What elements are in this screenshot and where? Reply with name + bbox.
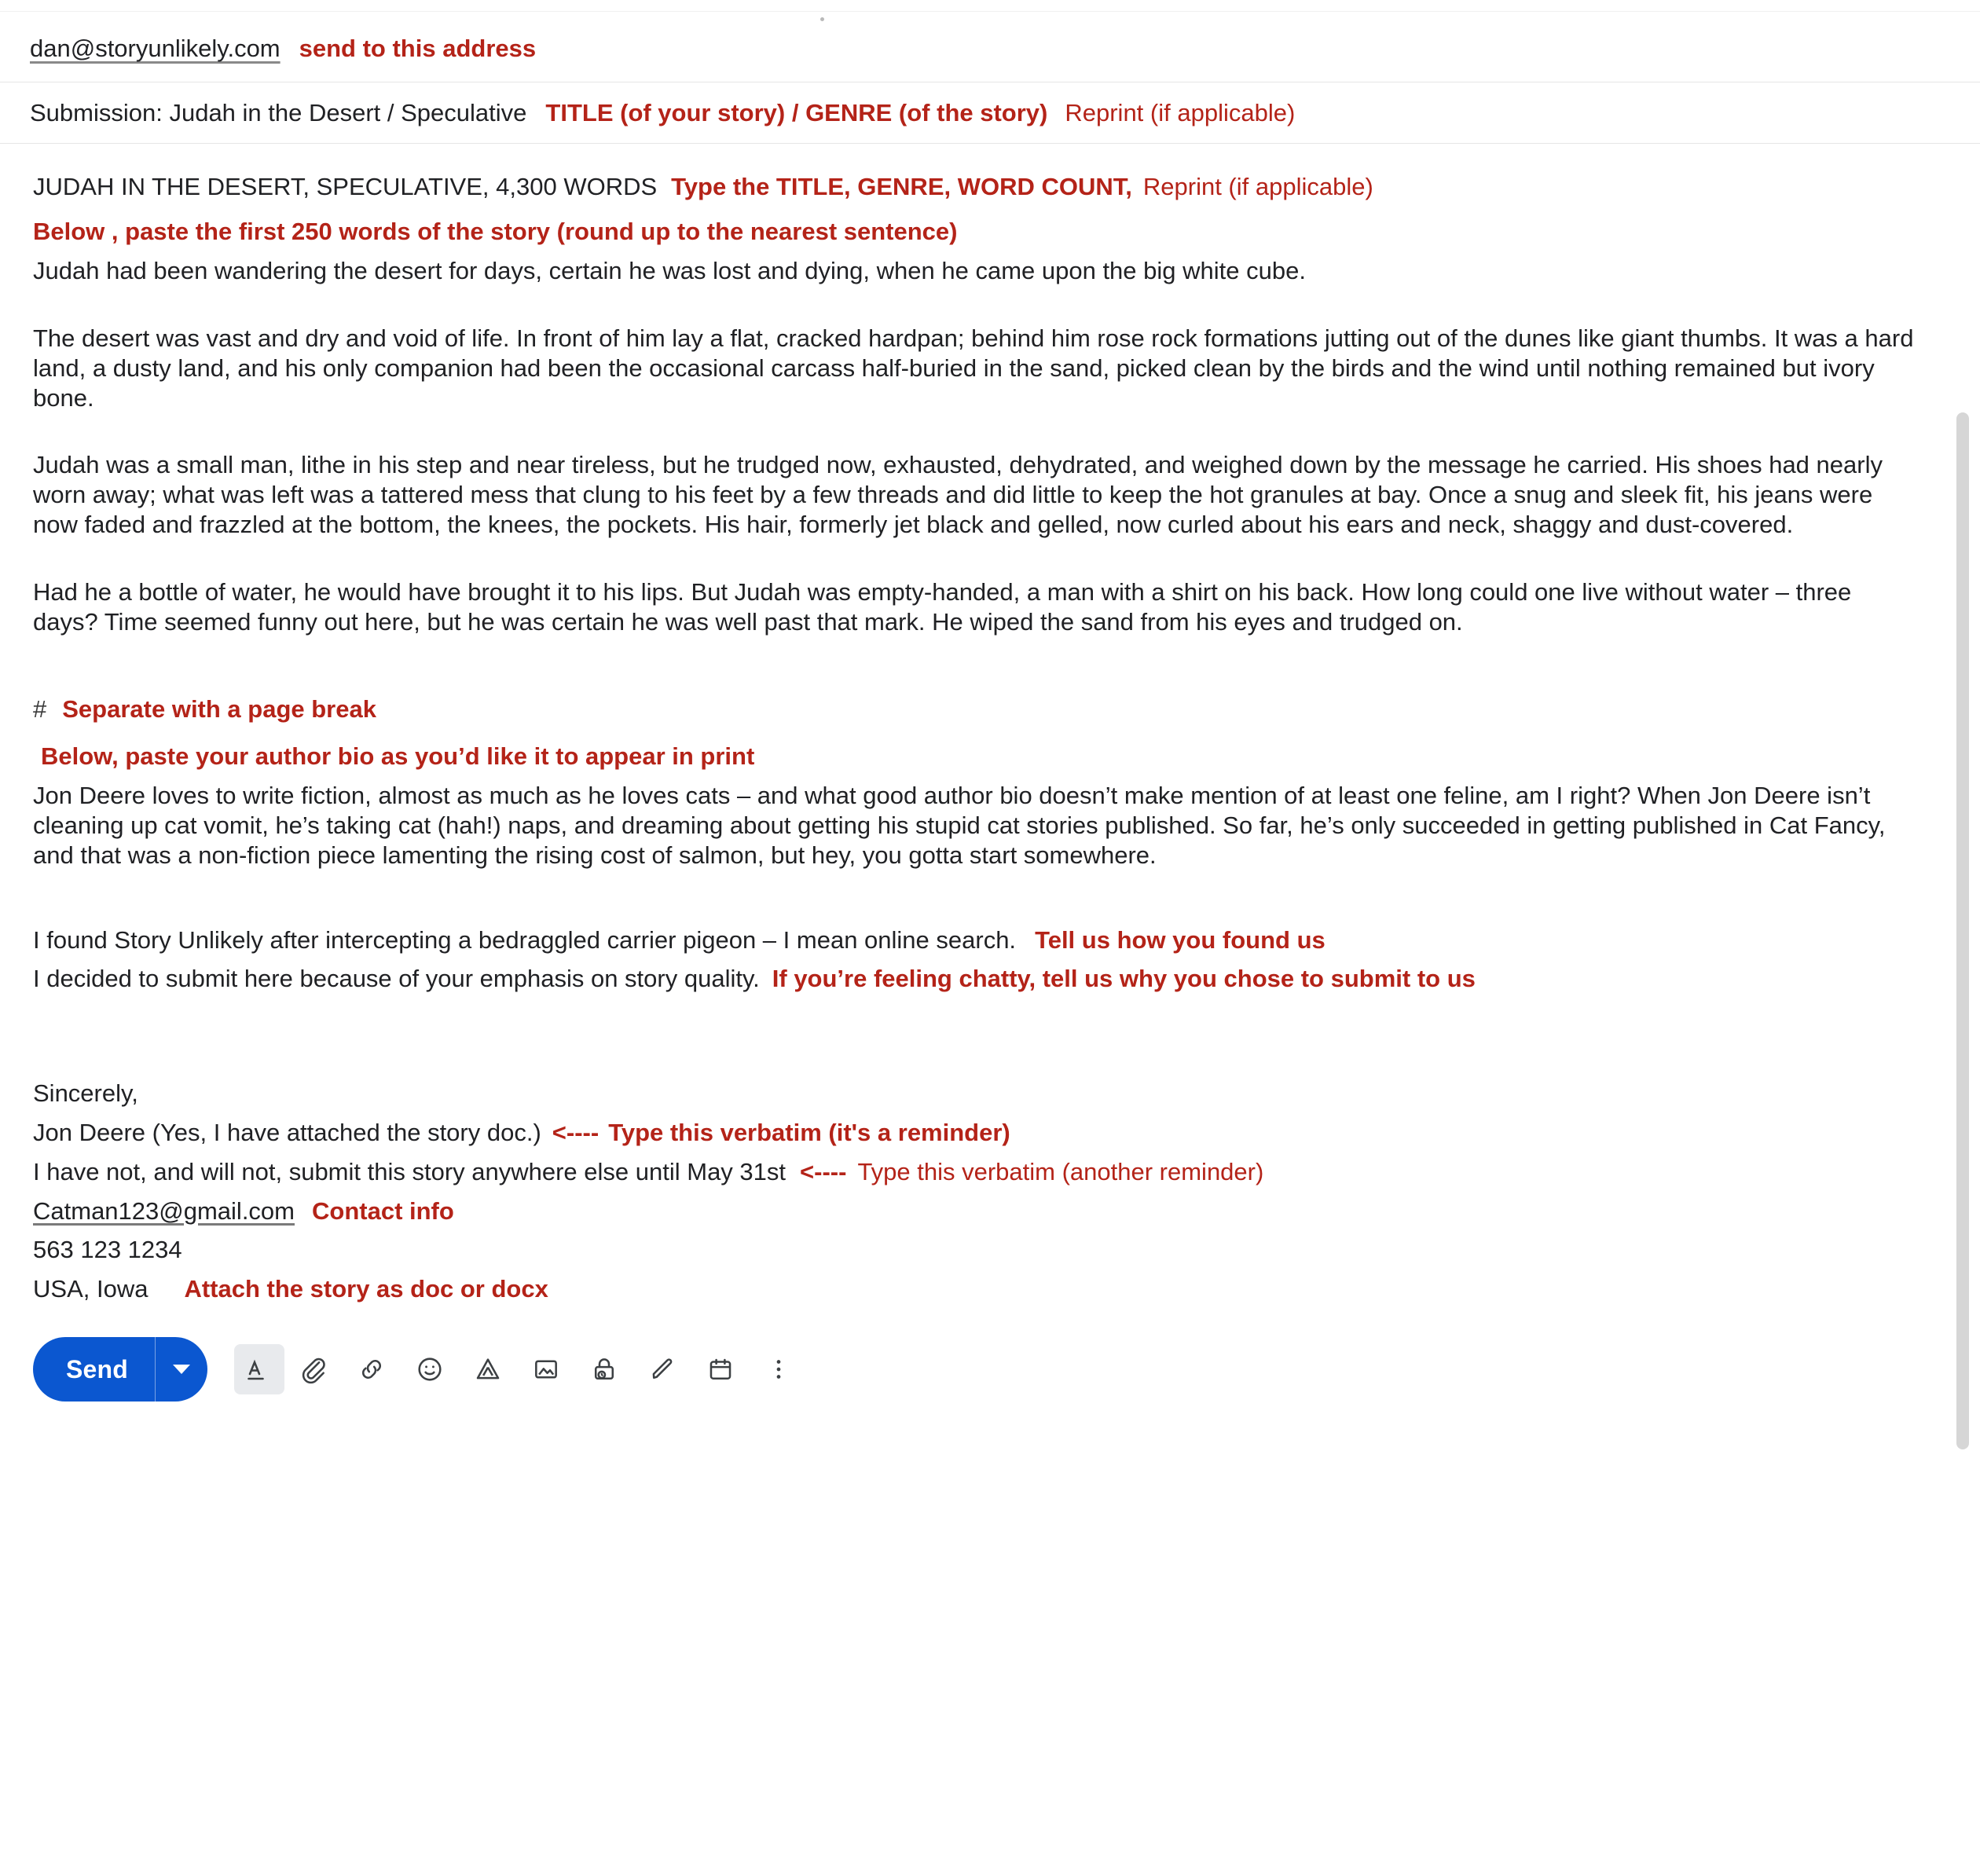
send-options-dropdown[interactable] bbox=[156, 1337, 207, 1402]
story-header-annotation-light: Reprint (if applicable) bbox=[1142, 172, 1373, 200]
page-break-note: Separate with a page break bbox=[62, 695, 376, 724]
spacer bbox=[33, 875, 1945, 921]
exclusivity-note: Type this verbatim (another reminder) bbox=[857, 1157, 1264, 1185]
chevron-down-icon bbox=[173, 1365, 190, 1374]
insert-drive-file-icon[interactable] bbox=[459, 1340, 517, 1398]
exclusivity-line bbox=[33, 1152, 1915, 1192]
signoff-line: Sincerely, bbox=[33, 1079, 138, 1108]
to-field-row[interactable] bbox=[0, 12, 1980, 82]
signature-arrow: <---- bbox=[552, 1118, 600, 1146]
story-paragraph: Judah had been wandering the desert for days, certain he was lost and dying, when he came upon the big white cube. bbox=[33, 257, 1306, 285]
spacer bbox=[33, 417, 1945, 445]
story-paragraph: Had he a bottle of water, he would have brought it to his lips. But Judah was empty-handed, a man with a shirt on his back. How long could one live without water – three days? Time seemed funny out here, but he was certain he was well past that mark. He wiped the sand from his eyes and trudged on. bbox=[33, 577, 1852, 636]
contact-note: Contact info bbox=[312, 1196, 454, 1225]
compose-top-strip bbox=[0, 0, 1980, 12]
found-us-note: Tell us how you found us bbox=[1035, 925, 1326, 954]
subject-annotation-bold: TITLE (of your story) / GENRE (of the story) bbox=[545, 98, 1048, 126]
story-header-annotation: Type the TITLE, GENRE, WORD COUNT, bbox=[671, 172, 1132, 200]
found-us-line bbox=[33, 921, 1915, 960]
contact-location: USA, Iowa bbox=[33, 1275, 148, 1303]
subject-value[interactable]: Submission: Judah in the Desert / Speculative bbox=[30, 98, 527, 126]
page-break-line bbox=[33, 690, 1915, 729]
why-submit-text: I decided to submit here because of your emphasis on story quality. bbox=[33, 965, 760, 993]
attach-note: Attach the story as doc or docx bbox=[184, 1275, 548, 1303]
contact-email[interactable]: Catman123@gmail.com bbox=[33, 1196, 295, 1225]
exclusivity-text: I have not, and will not, submit this story anywhere else until May 31st bbox=[33, 1157, 786, 1185]
spacer bbox=[33, 544, 1945, 573]
decorative-dot bbox=[820, 17, 824, 21]
toolbar-icons bbox=[234, 1340, 808, 1398]
schedule-send-icon[interactable] bbox=[691, 1340, 750, 1398]
subject-field-row[interactable] bbox=[0, 82, 1980, 144]
body-scrollbar[interactable] bbox=[1956, 412, 1969, 1449]
send-button-label: Send bbox=[66, 1354, 129, 1383]
to-field-annotation: send to this address bbox=[299, 35, 537, 62]
author-bio-text: Jon Deere loves to write fiction, almost as much as he loves cats – and what good author bio doesn’t make mention of at least one feline, am I right? When Jon Deere isn’t cleaning up cat vomit, he’s taking cat (hah!) naps, and dreaming about getting his stupid cat stories published. So far, he’s only succeeded in getting published in Cat Fancy, and that was a non-fiction piece lamenting the rising cost of salmon, but hey, you gotta start somewhere. bbox=[33, 782, 1886, 869]
attach-file-icon[interactable] bbox=[284, 1340, 343, 1398]
page-break-symbol: # bbox=[33, 695, 47, 724]
spacer bbox=[33, 998, 1945, 1074]
story-paragraph: Judah was a small man, lithe in his step and near tireless, but he trudged now, exhausted, dehydrated, and weighed down by the message he carried. His shoes had nearly worn away; what was left was a tattered mess that clung to his feet by a few threads and did little to keep the hot granules at bay. Once a snug and sleek fit, his jeans were now faded and frazzled at the bottom, the knees, the pockets. His hair, formerly jet black and gelled, now curled about his ears and neck, shaggy and dust-covered. bbox=[33, 451, 1883, 538]
message-body[interactable] bbox=[0, 144, 1980, 1317]
more-options-icon[interactable] bbox=[750, 1340, 808, 1398]
why-submit-line bbox=[33, 959, 1915, 998]
insert-signature-icon[interactable] bbox=[633, 1340, 691, 1398]
bio-instruction-text: Below, paste your author bio as you’d like it to appear in print bbox=[41, 742, 755, 771]
insert-link-icon[interactable] bbox=[343, 1340, 401, 1398]
body-header-line bbox=[33, 167, 1915, 207]
compose-toolbar bbox=[0, 1317, 1980, 1428]
insert-emoji-icon[interactable] bbox=[401, 1340, 459, 1398]
contact-location-line bbox=[33, 1270, 1915, 1309]
paste-instruction-text: Below , paste the first 250 words of the story (round up to the nearest sentence) bbox=[33, 218, 958, 246]
why-submit-note: If you’re feeling chatty, tell us why you chose to submit to us bbox=[772, 965, 1476, 993]
contact-email-line bbox=[33, 1192, 1915, 1231]
signature-name: Jon Deere (Yes, I have attached the story doc.) bbox=[33, 1118, 541, 1146]
story-header-text: JUDAH IN THE DESERT, SPECULATIVE, 4,300 WORDS bbox=[33, 172, 658, 200]
spacer bbox=[33, 291, 1945, 319]
contact-phone: 563 123 1234 bbox=[33, 1236, 182, 1264]
spacer bbox=[33, 641, 1945, 690]
insert-photo-icon[interactable] bbox=[517, 1340, 575, 1398]
signature-note: Type this verbatim (it's a reminder) bbox=[608, 1118, 1010, 1146]
formatting-options-icon[interactable] bbox=[234, 1344, 284, 1394]
bio-instruction bbox=[33, 729, 1915, 776]
story-paragraph: The desert was vast and dry and void of life. In front of him lay a flat, cracked hardpan; behind him rose rock formations jutting out of the dunes like giant thumbs. It was a hard land, a dusty land, and his only companion had been the occasional carcass half-buried in the sand, picked clean by the birds and the wind until nothing remained but ivory bone. bbox=[33, 324, 1914, 412]
signature-line bbox=[33, 1113, 1915, 1152]
toggle-confidential-mode-icon[interactable] bbox=[575, 1340, 633, 1398]
send-button[interactable] bbox=[33, 1337, 207, 1402]
subject-annotation-light: Reprint (if applicable) bbox=[1065, 98, 1296, 126]
recipient-address[interactable]: dan@storyunlikely.com bbox=[30, 35, 280, 62]
found-us-text: I found Story Unlikely after intercepting a bedraggled carrier pigeon – I mean online search. bbox=[33, 925, 1017, 954]
paste-instruction bbox=[33, 206, 1915, 251]
exclusivity-arrow: <---- bbox=[800, 1157, 847, 1185]
